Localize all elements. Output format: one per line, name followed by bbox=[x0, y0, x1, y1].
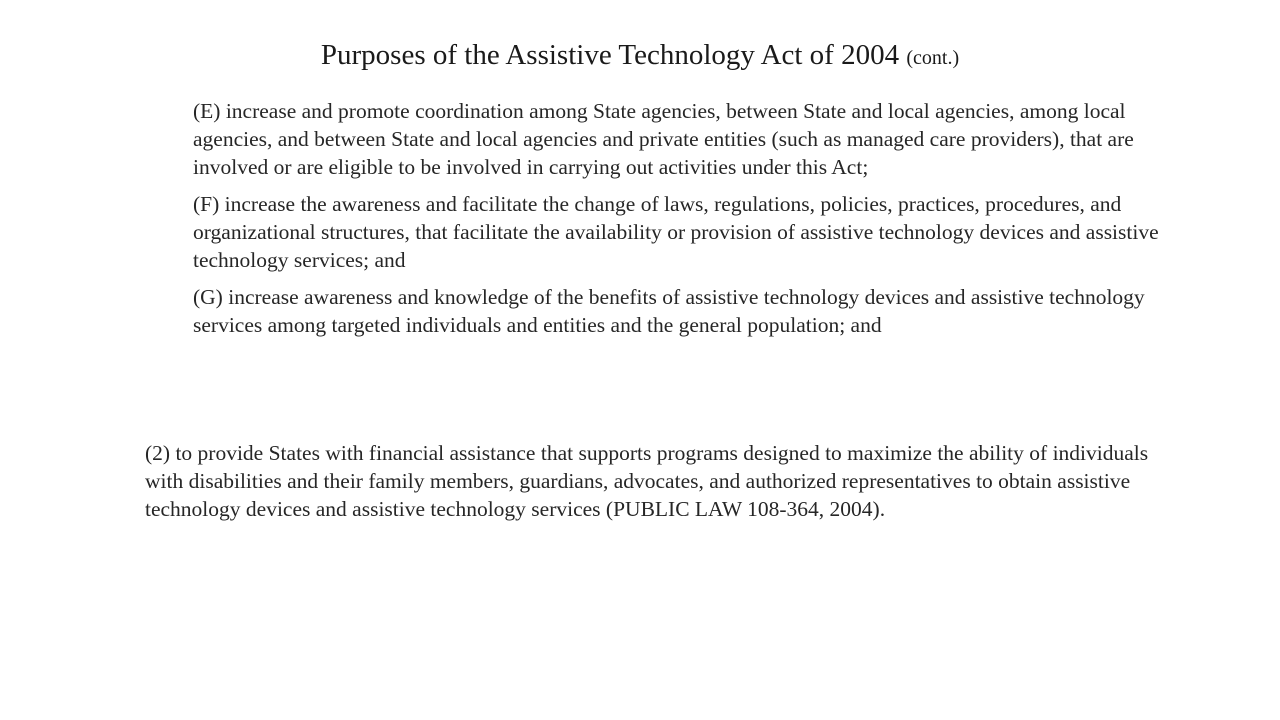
sub-item-f: (F) increase the awareness and facilitate the change of laws, regulations, policies, practices, procedures, and organizational structures, that facilitate the availability or provision of assistive technology devices and assistive technology services; and bbox=[193, 192, 1159, 272]
sub-item-e: (E) increase and promote coordination among State agencies, between State and local agencies, among local agencies, and between State and local agencies and private entities (such as managed care providers), that are involved or are eligible to be involved in carrying out activities under this Act; bbox=[193, 99, 1134, 179]
slide-title-text: Purposes of the Assistive Technology Act of 2004 bbox=[320, 39, 900, 71]
sub-item-g: (G) increase awareness and knowledge of the benefits of assistive technology devices and assistive technology services among targeted individuals and entities and the general population; and bbox=[193, 285, 1145, 337]
slide-title-suffix: (cont.) bbox=[906, 47, 960, 69]
main-item-2: (2) to provide States with financial assistance that supports programs designed to maximize the ability of individuals with disabilities and their family members, guardians, advocates, and authorized representatives to obtain assistive technology devices and assistive technology services (PUBLIC LAW 108-364, 2004). bbox=[145, 441, 1149, 521]
slide-title bbox=[0, 36, 1280, 77]
sub-item-list bbox=[193, 97, 1183, 348]
